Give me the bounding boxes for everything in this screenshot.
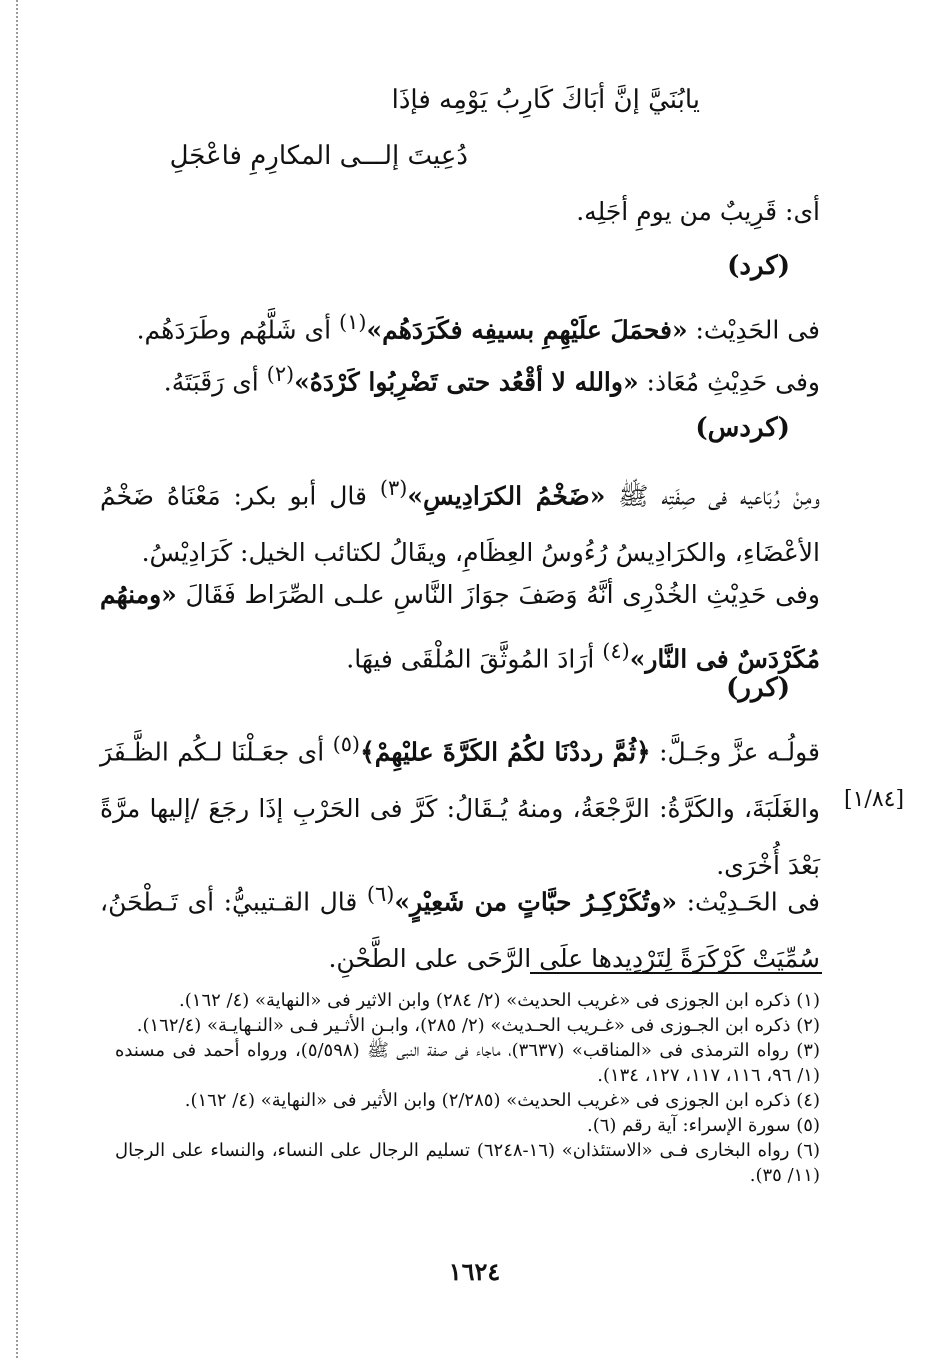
margin-reference: [١/٨٤] <box>844 787 905 812</box>
verse-line-2: دُعِيتَ إلـــى المكارِمِ فاعْجَلِ <box>169 141 468 171</box>
kard-paragraph-2: وفى حَدِيْثِ مُعَاذ: «والله لا أقْعُد حتى تَضْرِبُوا كَرْدَهُ»$^{(٢)}$ أى رَقَبَتَهُ. <box>163 362 820 397</box>
kard-paragraph-1: فى الحَدِيْث: «فحمَلَ علَيْهِمِ بسيفِه فكَرَدَهُم»$^{(١)}$ أى شَلَّهُم وطَرَدَهُم. <box>136 310 820 345</box>
footnote-3: (٣) رواه الترمذى فى «المناقب» (٣٦٣٧)، ماجاء فى صفة النبى ﷺ (٥/٥٩٨)، ورواه أحمد فى مسنده (١/ ٩٦، ١١٦، ١١٧، ١٢٧، ١٣٤). <box>115 1040 820 1086</box>
karr-paragraph-1: قولُـه عزَّ وجَـلَّ: ﴿ثُمَّ رددْنَا لكُمُ الكَرَّةَ عليْهِمْ﴾$^{(٥)}$ أى جعَـلْنَا لـكُم الظَّـفَرَ والغَلَبَةَ، والكَرَّةُ: الرَّجْعَةُ، ومنهُ يُـقَالُ: كَرَّ فى الحَرْبِ إذَا رجَعَ /إليها مرَّةً بَعْدَ أُخْرَى. <box>100 732 821 881</box>
heading-kard: (كرد) <box>727 251 790 281</box>
page-number: ١٦٢٤ <box>448 1257 501 1286</box>
footnote-1: (١) ذكره ابن الجوزى فى «غريب الحديث» (٢/ ٢٨٤) وابن الاثير فى «النهاية» (٤/ ١٦٢). <box>179 990 820 1011</box>
footnote-6: (٦) رواه البخارى فـى «الاستئذان» (١٦-٦٢٤٨) تسليم الرجال على النساء، والنساء على الرجال (١١/ ٣٥). <box>115 1140 820 1186</box>
verse-line-1: يابُنَيَّ إنَّ أبَاكَ كَارِبُ يَوْمِه فإذَا <box>391 85 700 115</box>
kardas-paragraph-1: ومِنْ رُبَاعيه فى صِفَتِه ﷺ «ضَخْمُ الكرَادِيسِ»$^{(٣)}$ قال أبو بكر: مَعْنَاهُ ضَخْمُ الأعْضَاءِ، والكرَادِيسُ رُءُوسُ العِظَامِ، ويقَالُ لكتائب الخيل: كَرَادِيْسُ. <box>100 476 820 568</box>
heading-kardas: (كردس) <box>695 413 790 443</box>
page-edge-dots <box>16 0 18 1358</box>
karr-paragraph-2: فى الحَـدِيْث: «وتُكَرْكِـرُ حبَّاتٍ من شَعِيْرٍ»$^{(٦)}$ قال القـتيبيُّ: أى تَـطْحَنُ، سُمِّيَتْ كَرْكَرَةً لِتَرْدِيدها علَى الرَّحَى على الطَّحْنِ. <box>100 882 820 974</box>
kardas-paragraph-2: وفى حَدِيْثِ الخُدْرِى أنَّهُ وَصَفَ جوَازَ النَّاسِ علـى الصِّرَاط فَقَالَ «ومنهُم مُكَرْدَسٌ فى النَّار»$^{(٤)}$ أرَادَ المُوثَّقَ المُلْقَى فيهَا. <box>100 580 820 674</box>
heading-karr: (كرر) <box>726 673 790 703</box>
footnote-2: (٢) ذكره ابن الجـوزى فى «غـريب الحـديث» (٢/ ٢٨٥)، وابـن الأثـير فـى «النـهايـة» (١٦٢/٤). <box>136 1015 820 1036</box>
footnote-5: (٥) سورة الإسراء: آية رقم (٦). <box>586 1115 820 1136</box>
footnotes <box>115 988 820 1188</box>
footnote-4: (٤) ذكره ابن الجوزى فى «غريب الحديث» (٢/٢٨٥) وابن الأثير فى «النهاية» (٤/ ١٦٢). <box>184 1090 820 1111</box>
gloss-line: أى: قَرِيبٌ من يومِ أجَلِه. <box>576 197 820 226</box>
footnote-separator <box>530 972 822 974</box>
